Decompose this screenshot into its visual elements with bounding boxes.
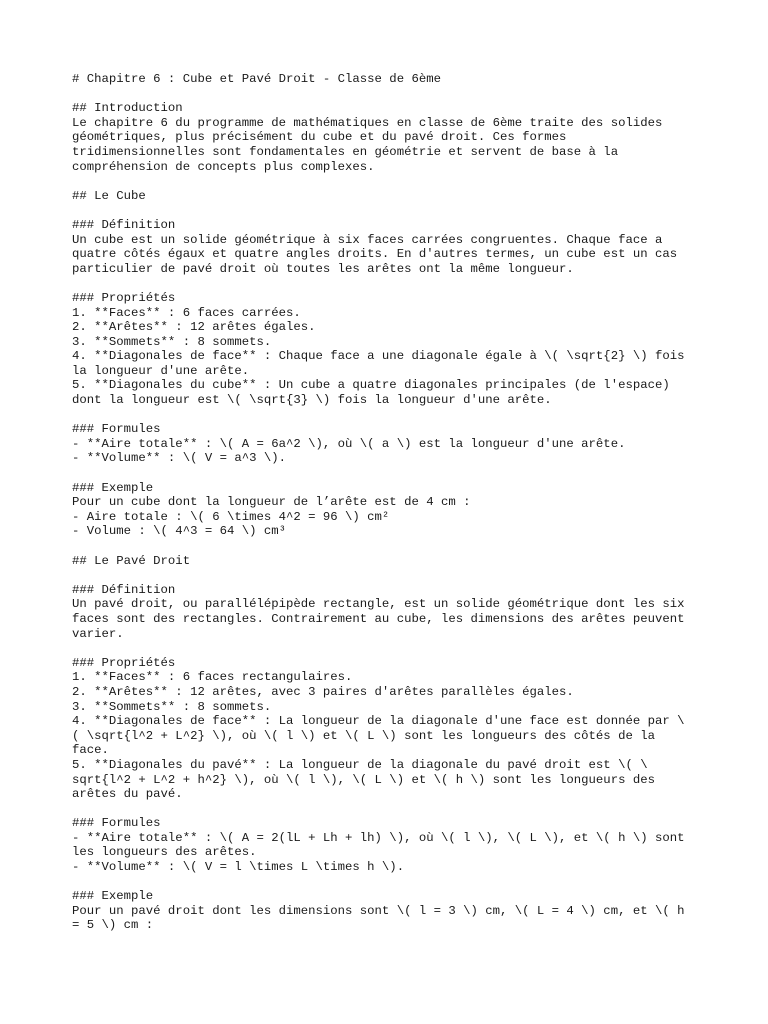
document-line: ### Définition — [72, 217, 176, 232]
document-line: Le chapitre 6 du programme de mathématiques en classe de 6ème traite des solides — [72, 115, 663, 130]
document-line: 1. **Faces** : 6 faces rectangulaires. — [72, 670, 353, 685]
document-line — [72, 174, 702, 189]
document-line: Pour un cube dont la longueur de l’arête est de 4 cm : — [72, 495, 471, 510]
document-line: Un pavé droit, ou parallélépipède rectangle, est un solide géométrique dont les six — [72, 597, 685, 612]
document-line: géométriques, plus précisément du cube et du pavé droit. Ces formes — [72, 130, 567, 145]
document-line — [72, 568, 702, 583]
document-line: 2. **Arêtes** : 12 arêtes, avec 3 paires d'arêtes parallèles égales. — [72, 684, 574, 699]
document-line: particulier de pavé droit où toutes les arêtes ont la même longueur. — [72, 261, 574, 276]
document-line: face. — [72, 743, 109, 758]
document-line: sqrt{l^2 + L^2 + h^2} \), où \( l \), \( L \) et \( h \) sont les longueurs des — [72, 772, 655, 787]
document-line: - Volume : \( 4^3 = 64 \) cm³ — [72, 524, 287, 539]
document-line: ### Propriétés — [72, 655, 176, 670]
document-line: varier. — [72, 626, 124, 641]
document-line: 5. **Diagonales du pavé** : La longueur de la diagonale du pavé droit est \( \ — [72, 757, 648, 772]
document-line — [72, 802, 702, 817]
document-line — [72, 539, 702, 554]
document-line: faces sont des rectangles. Contrairement au cube, les dimensions des arêtes peuvent — [72, 611, 685, 626]
document-line: ### Propriétés — [72, 290, 176, 305]
document-line: - **Volume** : \( V = l \times L \times h \). — [72, 860, 405, 875]
document-line: # Chapitre 6 : Cube et Pavé Droit - Classe de 6ème — [72, 72, 441, 86]
document-line: 4. **Diagonales de face** : La longueur de la diagonale d'une face est donnée par \ — [72, 714, 685, 729]
document-line: 3. **Sommets** : 8 sommets. — [72, 334, 272, 349]
document-line: - **Volume** : \( V = a^3 \). — [72, 451, 287, 466]
document-line: les longueurs des arêtes. — [72, 845, 257, 860]
document-line: 5. **Diagonales du cube** : Un cube a quatre diagonales principales (de l'espace) — [72, 378, 670, 393]
document-line: ### Formules — [72, 422, 161, 437]
document-line: tridimensionnelles sont fondamentales en géométrie et servent de base à la — [72, 144, 619, 159]
document-page — [72, 72, 702, 933]
document-line: 4. **Diagonales de face** : Chaque face a une diagonale égale à \( \sqrt{2} \) fois — [72, 349, 685, 364]
document-line: ### Formules — [72, 816, 161, 831]
document-line: arêtes du pavé. — [72, 787, 183, 802]
document-line: quatre côtés égaux et quatre angles droits. En d'autres termes, un cube est un cas — [72, 247, 678, 262]
document-line — [72, 87, 702, 102]
document-line — [72, 408, 702, 423]
document-line — [72, 203, 702, 218]
document-line: ### Définition — [72, 582, 176, 597]
document-line: ( \sqrt{l^2 + L^2} \), où \( l \) et \( L \) sont les longueurs des côtés de la — [72, 728, 655, 743]
document-line: la longueur d'une arête. — [72, 363, 250, 378]
document-line — [72, 875, 702, 890]
document-line: ## Introduction — [72, 101, 183, 116]
document-line — [72, 276, 702, 291]
document-line: ## Le Cube — [72, 188, 146, 203]
document-line — [72, 641, 702, 656]
document-line: ### Exemple — [72, 889, 154, 904]
document-line: Un cube est un solide géométrique à six faces carrées congruentes. Chaque face a — [72, 232, 663, 247]
document-line: 2. **Arêtes** : 12 arêtes égales. — [72, 320, 316, 335]
document-line: = 5 \) cm : — [72, 918, 154, 933]
document-line: - **Aire totale** : \( A = 6a^2 \), où \( a \) est la longueur d'une arête. — [72, 436, 626, 451]
document-line: 1. **Faces** : 6 faces carrées. — [72, 305, 301, 320]
document-line: ### Exemple — [72, 480, 154, 495]
document-line: compréhension de concepts plus complexes. — [72, 159, 375, 174]
document-line — [72, 466, 702, 481]
document-line: - **Aire totale** : \( A = 2(lL + Lh + lh) \), où \( l \), \( L \), et \( h \) sont — [72, 830, 685, 845]
document-line: dont la longueur est \( \sqrt{3} \) fois la longueur d'une arête. — [72, 393, 552, 408]
document-line: Pour un pavé droit dont les dimensions sont \( l = 3 \) cm, \( L = 4 \) cm, et \( h — [72, 903, 685, 918]
document-line: - Aire totale : \( 6 \times 4^2 = 96 \) cm² — [72, 509, 390, 524]
document-line: 3. **Sommets** : 8 sommets. — [72, 699, 272, 714]
document-line: ## Le Pavé Droit — [72, 553, 191, 568]
